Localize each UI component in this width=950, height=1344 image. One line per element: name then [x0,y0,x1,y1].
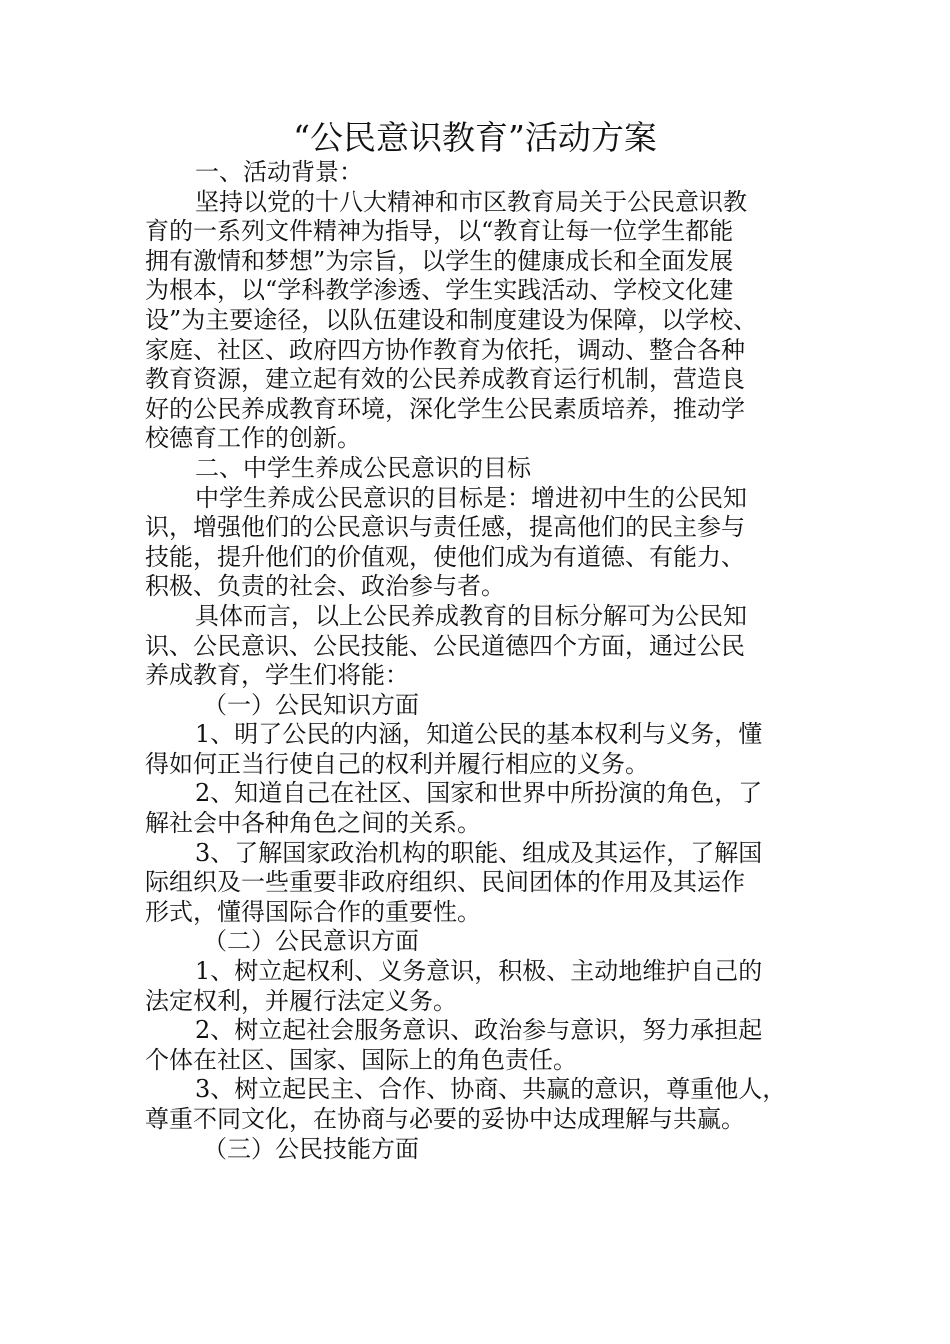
text-line: 拥有激情和梦想”为宗旨，以学生的健康成长和全面发展 [145,246,734,275]
text-line: 家庭、社区、政府四方协作教育为依托，调动、整合各种 [145,335,745,364]
text-line: 一、活动背景： [195,158,363,186]
text-line: 养成教育，学生们将能： [145,661,409,690]
text-line: 技能，提升他们的价值观，使他们成为有道德、有能力、 [145,542,745,571]
text-line: 二、中学生养成公民意识的目标 [195,453,531,482]
text-line: 2、知道自己在社区、国家和世界中所扮演的角色，了 [195,779,763,808]
text-line: 设”为主要途径，以队伍建设和制度建设为保障，以学校、 [145,305,758,334]
text-line: 教育资源，建立起有效的公民养成教育运行机制，营造良 [145,365,745,394]
text-line: 识、公民意识、公民技能、公民道德四个方面，通过公民 [145,631,745,660]
text-line: 具体而言，以上公民养成教育的目标分解可为公民知 [195,601,747,630]
text-line: 好的公民养成教育环境，深化学生公民素质培养，推动学 [145,394,745,423]
text-line: 中学生养成公民意识的目标是：增进初中生的公民知 [195,483,747,512]
text-line: 坚持以党的十八大精神和市区教育局关于公民意识教 [195,187,747,216]
text-line: 识，增强他们的公民意识与责任感，提高他们的民主参与 [145,513,745,542]
text-line: 个体在社区、国家、国际上的角色责任。 [145,1045,577,1074]
text-line: 1、明了公民的内涵，知道公民的基本权利与义务，懂 [195,720,763,749]
section-subheading: （一）公民知识方面 [203,690,419,719]
text-line: 2、树立起社会服务意识、政治参与意识，努力承担起 [195,1016,763,1045]
text-line: 3、树立起民主、合作、协商、共赢的意识，尊重他人， [195,1075,787,1104]
text-line: 1、树立起权利、义务意识，积极、主动地维护自己的 [195,957,763,986]
section-subheading: （二）公民意识方面 [203,927,419,956]
text-line: 形式，懂得国际合作的重要性。 [145,897,481,926]
text-line: 校德育工作的创新。 [145,424,361,453]
text-line: 际组织及一些重要非政府组织、民间团体的作用及其运作 [145,868,745,897]
document-title: “公民意识教育”活动方案 [293,118,657,157]
text-line: 解社会中各种角色之间的关系。 [145,809,481,838]
text-line: 得如何正当行使自己的权利并履行相应的义务。 [145,749,649,778]
text-line: 积极、负责的社会、政治参与者。 [145,572,505,601]
text-line: 育的一系列文件精神为指导，以“教育让每一位学生都能 [145,217,734,246]
text-line: 为根本，以“学科教学渗透、学生实践活动、学校文化建 [145,276,734,305]
section-subheading: （三）公民技能方面 [203,1134,419,1163]
text-line: 法定权利，并履行法定义务。 [145,986,457,1015]
document-body [145,158,805,1164]
text-line: 尊重不同文化，在协商与必要的妥协中达成理解与共赢。 [145,1105,745,1133]
text-line: 3、了解国家政治机构的职能、组成及其运作，了解国 [195,838,763,867]
